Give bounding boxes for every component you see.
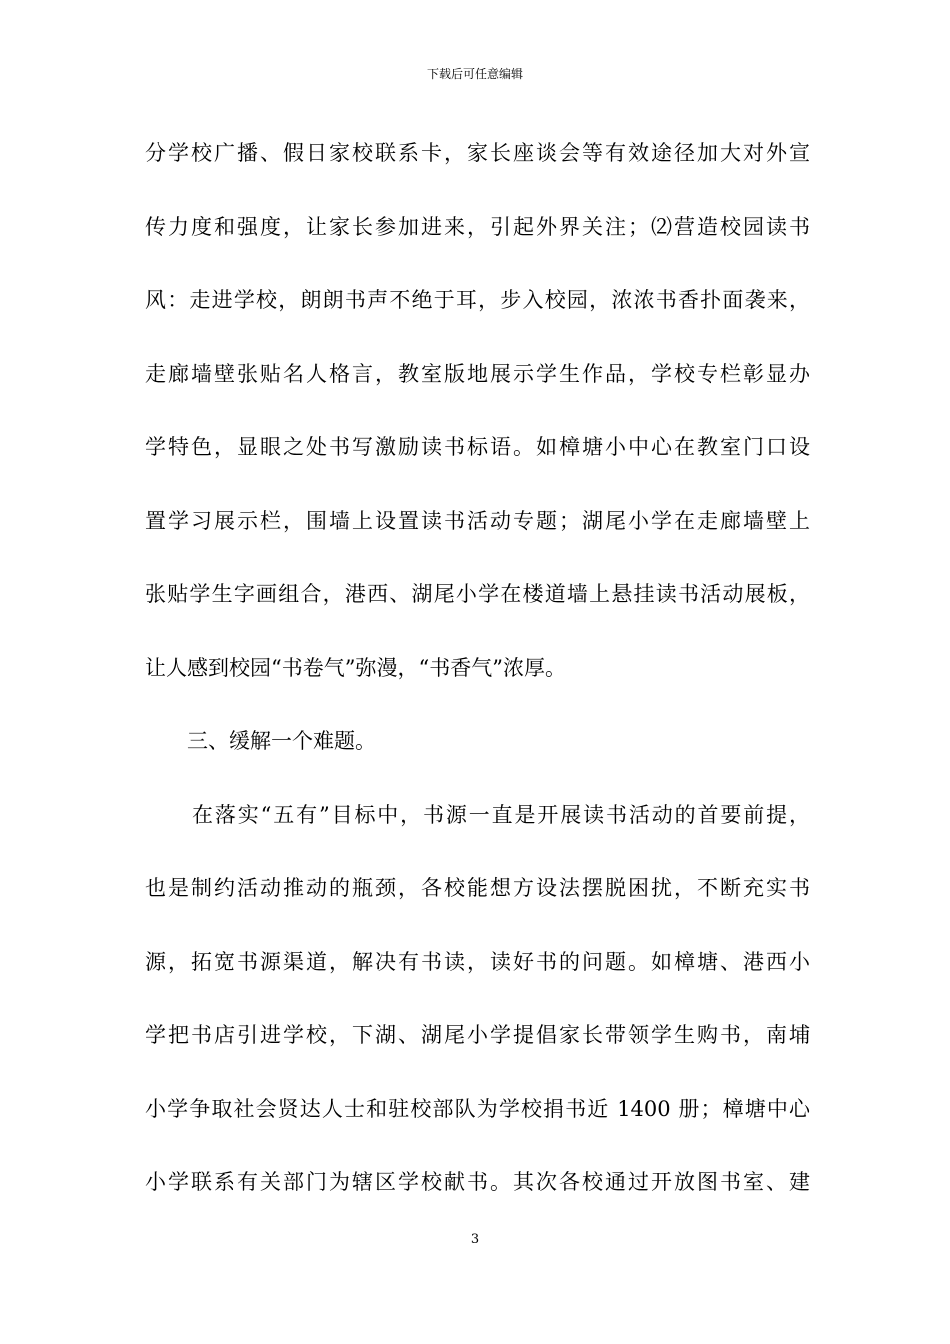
page-header: 下载后可任意编辑	[426, 67, 523, 81]
text-line: 置学习展示栏，围墙上设置读书活动专题；湖尾小学在走廊墙壁上	[145, 508, 810, 533]
text-line: 风：走进学校，朗朗书声不绝于耳，步入校园，浓浓书香扑面袭来，	[145, 288, 810, 312]
text-line: 张贴学生字画组合，港西、湖尾小学在楼道墙上悬挂读书活动展板，	[145, 582, 810, 606]
text-line: 分学校广播、假日家校联系卡，家长座谈会等有效途径加大对外宣	[145, 141, 810, 165]
text-line: 源，拓宽书源渠道，解决有书读，读好书的问题。如樟塘、港西小	[145, 949, 810, 974]
text-line: 让人感到校园“书卷气”弥漫，“书香气”浓厚。	[145, 655, 566, 680]
paragraph-first-line: 在落实“五有”目标中，书源一直是开展读书活动的首要前提，	[192, 802, 810, 827]
text-line: 传力度和强度，让家长参加进来，引起外界关注；⑵营造校园读书	[145, 214, 810, 239]
page-number: 3	[470, 1232, 480, 1247]
text-line: 学特色，显眼之处书写激励读书标语。如樟塘小中心在教室门口设	[145, 435, 810, 459]
text-line: 学把书店引进学校，下湖、湖尾小学提倡家长带领学生购书，南埔	[145, 1023, 810, 1047]
section-heading: 三、缓解一个难题。	[187, 729, 376, 753]
document-body	[145, 127, 810, 1230]
text-line: 也是制约活动推动的瓶颈，各校能想方设法摆脱困扰，不断充实书	[145, 876, 810, 900]
text-line: 小学联系有关部门为辖区学校献书。其次各校通过开放图书室、建	[145, 1170, 810, 1194]
text-line: 小学争取社会贤达人士和驻校部队为学校捐书近 1400 册；樟塘中心	[145, 1096, 810, 1121]
text-line: 走廊墙壁张贴名人格言，教室版地展示学生作品，学校专栏彰显办	[145, 361, 810, 386]
